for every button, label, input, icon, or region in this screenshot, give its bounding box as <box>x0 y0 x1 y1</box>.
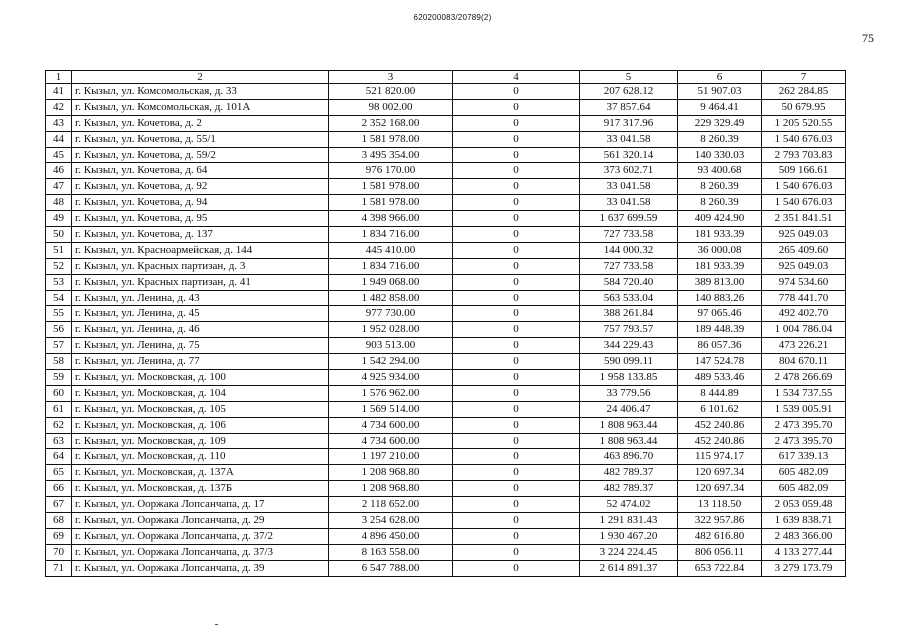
row-number-cell: 56 <box>46 322 72 338</box>
table-row <box>46 497 846 513</box>
col-5-value-cell: 344 229.43 <box>580 338 678 354</box>
row-number-cell: 49 <box>46 211 72 227</box>
table-row <box>46 242 846 258</box>
col-3-value-cell: 2 352 168.00 <box>329 115 453 131</box>
col-7-value-cell: 925 049.03 <box>762 227 846 243</box>
col-3-value-cell: 8 163 558.00 <box>329 544 453 560</box>
header-cell-7: 7 <box>762 71 846 84</box>
col-3-value-cell: 98 002.00 <box>329 99 453 115</box>
col-7-value-cell: 605 482.09 <box>762 481 846 497</box>
table-row <box>46 354 846 370</box>
col-7-value-cell: 605 482.09 <box>762 465 846 481</box>
col-4-value-cell: 0 <box>453 370 580 386</box>
row-number-cell: 44 <box>46 131 72 147</box>
address-cell: г. Кызыл, ул. Кочетова, д. 55/1 <box>72 131 329 147</box>
table-row <box>46 274 846 290</box>
col-7-value-cell: 1 639 838.71 <box>762 513 846 529</box>
table-row <box>46 306 846 322</box>
col-4-value-cell: 0 <box>453 417 580 433</box>
col-6-value-cell: 140 330.03 <box>678 147 762 163</box>
col-7-value-cell: 2 473 395.70 <box>762 417 846 433</box>
col-5-value-cell: 1 808 963.44 <box>580 433 678 449</box>
address-cell: г. Кызыл, ул. Московская, д. 106 <box>72 417 329 433</box>
header-cell-5: 5 <box>580 71 678 84</box>
address-cell: г. Кызыл, ул. Московская, д. 109 <box>72 433 329 449</box>
col-3-value-cell: 1 949 068.00 <box>329 274 453 290</box>
col-5-value-cell: 590 099.11 <box>580 354 678 370</box>
col-6-value-cell: 229 329.49 <box>678 115 762 131</box>
row-number-cell: 47 <box>46 179 72 195</box>
address-cell: г. Кызыл, ул. Ленина, д. 46 <box>72 322 329 338</box>
col-4-value-cell: 0 <box>453 385 580 401</box>
col-6-value-cell: 322 957.86 <box>678 513 762 529</box>
col-6-value-cell: 181 933.39 <box>678 227 762 243</box>
table-row <box>46 258 846 274</box>
col-3-value-cell: 976 170.00 <box>329 163 453 179</box>
table-row <box>46 115 846 131</box>
address-cell: г. Кызыл, ул. Московская, д. 137Б <box>72 481 329 497</box>
col-3-value-cell: 4 925 934.00 <box>329 370 453 386</box>
col-4-value-cell: 0 <box>453 195 580 211</box>
col-6-value-cell: 8 260.39 <box>678 195 762 211</box>
table-row <box>46 163 846 179</box>
col-3-value-cell: 445 410.00 <box>329 242 453 258</box>
col-4-value-cell: 0 <box>453 115 580 131</box>
address-cell: г. Кызыл, ул. Кочетова, д. 137 <box>72 227 329 243</box>
table-row <box>46 417 846 433</box>
col-6-value-cell: 120 697.34 <box>678 481 762 497</box>
col-5-value-cell: 2 614 891.37 <box>580 560 678 576</box>
address-cell: г. Кызыл, ул. Кочетова, д. 64 <box>72 163 329 179</box>
col-3-value-cell: 1 208 968.80 <box>329 465 453 481</box>
col-5-value-cell: 482 789.37 <box>580 465 678 481</box>
table-row <box>46 544 846 560</box>
col-3-value-cell: 3 254 628.00 <box>329 513 453 529</box>
row-number-cell: 58 <box>46 354 72 370</box>
row-number-cell: 46 <box>46 163 72 179</box>
col-4-value-cell: 0 <box>453 528 580 544</box>
row-number-cell: 71 <box>46 560 72 576</box>
table-row <box>46 179 846 195</box>
col-6-value-cell: 489 533.46 <box>678 370 762 386</box>
col-7-value-cell: 1 539 005.91 <box>762 401 846 417</box>
header-cell-4: 4 <box>453 71 580 84</box>
col-6-value-cell: 93 400.68 <box>678 163 762 179</box>
col-5-value-cell: 463 896.70 <box>580 449 678 465</box>
col-4-value-cell: 0 <box>453 227 580 243</box>
col-7-value-cell: 50 679.95 <box>762 99 846 115</box>
col-5-value-cell: 33 041.58 <box>580 179 678 195</box>
col-7-value-cell: 3 279 173.79 <box>762 560 846 576</box>
col-5-value-cell: 727 733.58 <box>580 258 678 274</box>
col-4-value-cell: 0 <box>453 131 580 147</box>
address-cell: г. Кызыл, ул. Ленина, д. 45 <box>72 306 329 322</box>
col-5-value-cell: 584 720.40 <box>580 274 678 290</box>
address-cell: г. Кызыл, ул. Кочетова, д. 94 <box>72 195 329 211</box>
row-number-cell: 53 <box>46 274 72 290</box>
col-5-value-cell: 373 602.71 <box>580 163 678 179</box>
table-row <box>46 131 846 147</box>
header-cell-1: 1 <box>46 71 72 84</box>
col-7-value-cell: 1 004 786.04 <box>762 322 846 338</box>
col-7-value-cell: 265 409.60 <box>762 242 846 258</box>
col-4-value-cell: 0 <box>453 179 580 195</box>
col-5-value-cell: 1 637 699.59 <box>580 211 678 227</box>
table-row <box>46 211 846 227</box>
row-number-cell: 61 <box>46 401 72 417</box>
col-4-value-cell: 0 <box>453 306 580 322</box>
col-3-value-cell: 4 896 450.00 <box>329 528 453 544</box>
col-3-value-cell: 4 734 600.00 <box>329 417 453 433</box>
col-4-value-cell: 0 <box>453 99 580 115</box>
col-3-value-cell: 1 542 294.00 <box>329 354 453 370</box>
table-row <box>46 513 846 529</box>
address-cell: г. Кызыл, ул. Красных партизан, д. 3 <box>72 258 329 274</box>
row-number-cell: 41 <box>46 84 72 100</box>
col-5-value-cell: 33 041.58 <box>580 131 678 147</box>
address-cell: г. Кызыл, ул. Ооржака Лопсанчапа, д. 29 <box>72 513 329 529</box>
col-6-value-cell: 452 240.86 <box>678 433 762 449</box>
row-number-cell: 69 <box>46 528 72 544</box>
row-number-cell: 68 <box>46 513 72 529</box>
address-cell: г. Кызыл, ул. Кочетова, д. 59/2 <box>72 147 329 163</box>
col-4-value-cell: 0 <box>453 338 580 354</box>
col-6-value-cell: 9 464.41 <box>678 99 762 115</box>
col-3-value-cell: 1 581 978.00 <box>329 195 453 211</box>
col-7-value-cell: 2 483 366.00 <box>762 528 846 544</box>
col-3-value-cell: 1 208 968.80 <box>329 481 453 497</box>
col-7-value-cell: 509 166.61 <box>762 163 846 179</box>
col-7-value-cell: 1 540 676.03 <box>762 131 846 147</box>
col-3-value-cell: 1 834 716.00 <box>329 258 453 274</box>
address-cell: г. Кызыл, ул. Московская, д. 104 <box>72 385 329 401</box>
col-3-value-cell: 1 569 514.00 <box>329 401 453 417</box>
col-5-value-cell: 482 789.37 <box>580 481 678 497</box>
col-5-value-cell: 52 474.02 <box>580 497 678 513</box>
col-6-value-cell: 140 883.26 <box>678 290 762 306</box>
table-row <box>46 147 846 163</box>
col-4-value-cell: 0 <box>453 401 580 417</box>
col-6-value-cell: 147 524.78 <box>678 354 762 370</box>
col-5-value-cell: 33 779.56 <box>580 385 678 401</box>
header-cell-2: 2 <box>72 71 329 84</box>
col-7-value-cell: 1 540 676.03 <box>762 195 846 211</box>
row-number-cell: 60 <box>46 385 72 401</box>
row-number-cell: 51 <box>46 242 72 258</box>
address-cell: г. Кызыл, ул. Кочетова, д. 95 <box>72 211 329 227</box>
row-number-cell: 65 <box>46 465 72 481</box>
col-4-value-cell: 0 <box>453 354 580 370</box>
col-4-value-cell: 0 <box>453 211 580 227</box>
col-7-value-cell: 2 473 395.70 <box>762 433 846 449</box>
address-cell: г. Кызыл, ул. Московская, д. 105 <box>72 401 329 417</box>
col-4-value-cell: 0 <box>453 433 580 449</box>
address-cell: г. Кызыл, ул. Московская, д. 110 <box>72 449 329 465</box>
col-7-value-cell: 4 133 277.44 <box>762 544 846 560</box>
col-3-value-cell: 4 734 600.00 <box>329 433 453 449</box>
col-3-value-cell: 1 581 978.00 <box>329 179 453 195</box>
col-6-value-cell: 181 933.39 <box>678 258 762 274</box>
col-6-value-cell: 6 101.62 <box>678 401 762 417</box>
row-number-cell: 70 <box>46 544 72 560</box>
table-row <box>46 433 846 449</box>
row-number-cell: 62 <box>46 417 72 433</box>
col-4-value-cell: 0 <box>453 449 580 465</box>
col-3-value-cell: 1 952 028.00 <box>329 322 453 338</box>
col-5-value-cell: 561 320.14 <box>580 147 678 163</box>
row-number-cell: 45 <box>46 147 72 163</box>
table-row <box>46 449 846 465</box>
col-6-value-cell: 409 424.90 <box>678 211 762 227</box>
table-row <box>46 195 846 211</box>
row-number-cell: 43 <box>46 115 72 131</box>
page-number: 75 <box>862 31 874 45</box>
col-5-value-cell: 563 533.04 <box>580 290 678 306</box>
row-number-cell: 54 <box>46 290 72 306</box>
col-7-value-cell: 473 226.21 <box>762 338 846 354</box>
col-5-value-cell: 1 808 963.44 <box>580 417 678 433</box>
address-cell: г. Кызыл, ул. Кочетова, д. 92 <box>72 179 329 195</box>
col-5-value-cell: 37 857.64 <box>580 99 678 115</box>
col-3-value-cell: 6 547 788.00 <box>329 560 453 576</box>
table-row <box>46 465 846 481</box>
col-7-value-cell: 617 339.13 <box>762 449 846 465</box>
row-number-cell: 57 <box>46 338 72 354</box>
row-number-cell: 63 <box>46 433 72 449</box>
col-4-value-cell: 0 <box>453 544 580 560</box>
address-cell: г. Кызыл, ул. Ооржака Лопсанчапа, д. 39 <box>72 560 329 576</box>
col-5-value-cell: 727 733.58 <box>580 227 678 243</box>
col-3-value-cell: 4 398 966.00 <box>329 211 453 227</box>
row-number-cell: 48 <box>46 195 72 211</box>
col-6-value-cell: 13 118.50 <box>678 497 762 513</box>
row-number-cell: 64 <box>46 449 72 465</box>
col-7-value-cell: 925 049.03 <box>762 258 846 274</box>
col-3-value-cell: 1 581 978.00 <box>329 131 453 147</box>
col-7-value-cell: 2 053 059.48 <box>762 497 846 513</box>
col-3-value-cell: 1 576 962.00 <box>329 385 453 401</box>
col-6-value-cell: 452 240.86 <box>678 417 762 433</box>
col-5-value-cell: 24 406.47 <box>580 401 678 417</box>
address-cell: г. Кызыл, ул. Ленина, д. 77 <box>72 354 329 370</box>
row-number-cell: 59 <box>46 370 72 386</box>
table-row <box>46 481 846 497</box>
col-7-value-cell: 1 534 737.55 <box>762 385 846 401</box>
table-row <box>46 528 846 544</box>
col-6-value-cell: 36 000.08 <box>678 242 762 258</box>
col-7-value-cell: 2 351 841.51 <box>762 211 846 227</box>
col-4-value-cell: 0 <box>453 290 580 306</box>
col-6-value-cell: 389 813.00 <box>678 274 762 290</box>
col-6-value-cell: 8 260.39 <box>678 179 762 195</box>
col-6-value-cell: 482 616.80 <box>678 528 762 544</box>
col-5-value-cell: 1 958 133.85 <box>580 370 678 386</box>
col-4-value-cell: 0 <box>453 497 580 513</box>
col-7-value-cell: 1 540 676.03 <box>762 179 846 195</box>
col-6-value-cell: 86 057.36 <box>678 338 762 354</box>
address-cell: г. Кызыл, ул. Московская, д. 137А <box>72 465 329 481</box>
col-5-value-cell: 1 930 467.20 <box>580 528 678 544</box>
row-number-cell: 52 <box>46 258 72 274</box>
col-5-value-cell: 207 628.12 <box>580 84 678 100</box>
address-cell: г. Кызыл, ул. Ооржака Лопсанчапа, д. 37/3 <box>72 544 329 560</box>
table-row <box>46 560 846 576</box>
col-4-value-cell: 0 <box>453 513 580 529</box>
col-3-value-cell: 2 118 652.00 <box>329 497 453 513</box>
col-6-value-cell: 8 444.89 <box>678 385 762 401</box>
col-3-value-cell: 1 197 210.00 <box>329 449 453 465</box>
col-5-value-cell: 33 041.58 <box>580 195 678 211</box>
table-row <box>46 401 846 417</box>
col-4-value-cell: 0 <box>453 147 580 163</box>
col-4-value-cell: 0 <box>453 258 580 274</box>
col-3-value-cell: 903 513.00 <box>329 338 453 354</box>
col-4-value-cell: 0 <box>453 84 580 100</box>
row-number-cell: 50 <box>46 227 72 243</box>
table-row <box>46 99 846 115</box>
col-7-value-cell: 1 205 520.55 <box>762 115 846 131</box>
col-3-value-cell: 521 820.00 <box>329 84 453 100</box>
col-4-value-cell: 0 <box>453 274 580 290</box>
col-5-value-cell: 388 261.84 <box>580 306 678 322</box>
address-cell: г. Кызыл, ул. Ооржака Лопсанчапа, д. 37/2 <box>72 528 329 544</box>
col-7-value-cell: 262 284.85 <box>762 84 846 100</box>
row-number-cell: 42 <box>46 99 72 115</box>
row-number-cell: 55 <box>46 306 72 322</box>
col-4-value-cell: 0 <box>453 560 580 576</box>
header-cell-6: 6 <box>678 71 762 84</box>
scan-mark <box>215 624 218 625</box>
col-7-value-cell: 492 402.70 <box>762 306 846 322</box>
address-cell: г. Кызыл, ул. Ленина, д. 75 <box>72 338 329 354</box>
document-id: 620200083/20789(2) <box>413 13 492 22</box>
row-number-cell: 67 <box>46 497 72 513</box>
address-cell: г. Кызыл, ул. Московская, д. 100 <box>72 370 329 386</box>
col-6-value-cell: 806 056.11 <box>678 544 762 560</box>
address-cell: г. Кызыл, ул. Красноармейская, д. 144 <box>72 242 329 258</box>
col-6-value-cell: 120 697.34 <box>678 465 762 481</box>
table-row <box>46 227 846 243</box>
address-cell: г. Кызыл, ул. Ооржака Лопсанчапа, д. 17 <box>72 497 329 513</box>
col-5-value-cell: 757 793.57 <box>580 322 678 338</box>
col-4-value-cell: 0 <box>453 242 580 258</box>
col-6-value-cell: 189 448.39 <box>678 322 762 338</box>
col-7-value-cell: 2 793 703.83 <box>762 147 846 163</box>
table-row <box>46 322 846 338</box>
col-6-value-cell: 51 907.03 <box>678 84 762 100</box>
table-row <box>46 84 846 100</box>
col-7-value-cell: 778 441.70 <box>762 290 846 306</box>
address-cell: г. Кызыл, ул. Красных партизан, д. 41 <box>72 274 329 290</box>
col-6-value-cell: 653 722.84 <box>678 560 762 576</box>
col-6-value-cell: 115 974.17 <box>678 449 762 465</box>
col-3-value-cell: 977 730.00 <box>329 306 453 322</box>
address-cell: г. Кызыл, ул. Кочетова, д. 2 <box>72 115 329 131</box>
col-4-value-cell: 0 <box>453 465 580 481</box>
col-4-value-cell: 0 <box>453 322 580 338</box>
col-6-value-cell: 8 260.39 <box>678 131 762 147</box>
col-5-value-cell: 1 291 831.43 <box>580 513 678 529</box>
header-cell-3: 3 <box>329 71 453 84</box>
table-row <box>46 290 846 306</box>
col-5-value-cell: 3 224 224.45 <box>580 544 678 560</box>
data-table <box>45 70 846 577</box>
address-cell: г. Кызыл, ул. Комсомольская, д. 101А <box>72 99 329 115</box>
col-4-value-cell: 0 <box>453 481 580 497</box>
table-row <box>46 338 846 354</box>
col-3-value-cell: 3 495 354.00 <box>329 147 453 163</box>
col-4-value-cell: 0 <box>453 163 580 179</box>
col-7-value-cell: 974 534.60 <box>762 274 846 290</box>
address-cell: г. Кызыл, ул. Комсомольская, д. 33 <box>72 84 329 100</box>
col-3-value-cell: 1 834 716.00 <box>329 227 453 243</box>
table-row <box>46 385 846 401</box>
col-5-value-cell: 917 317.96 <box>580 115 678 131</box>
address-cell: г. Кызыл, ул. Ленина, д. 43 <box>72 290 329 306</box>
header-row <box>46 71 846 84</box>
col-5-value-cell: 144 000.32 <box>580 242 678 258</box>
col-3-value-cell: 1 482 858.00 <box>329 290 453 306</box>
col-7-value-cell: 2 478 266.69 <box>762 370 846 386</box>
col-6-value-cell: 97 065.46 <box>678 306 762 322</box>
col-7-value-cell: 804 670.11 <box>762 354 846 370</box>
table-row <box>46 370 846 386</box>
row-number-cell: 66 <box>46 481 72 497</box>
